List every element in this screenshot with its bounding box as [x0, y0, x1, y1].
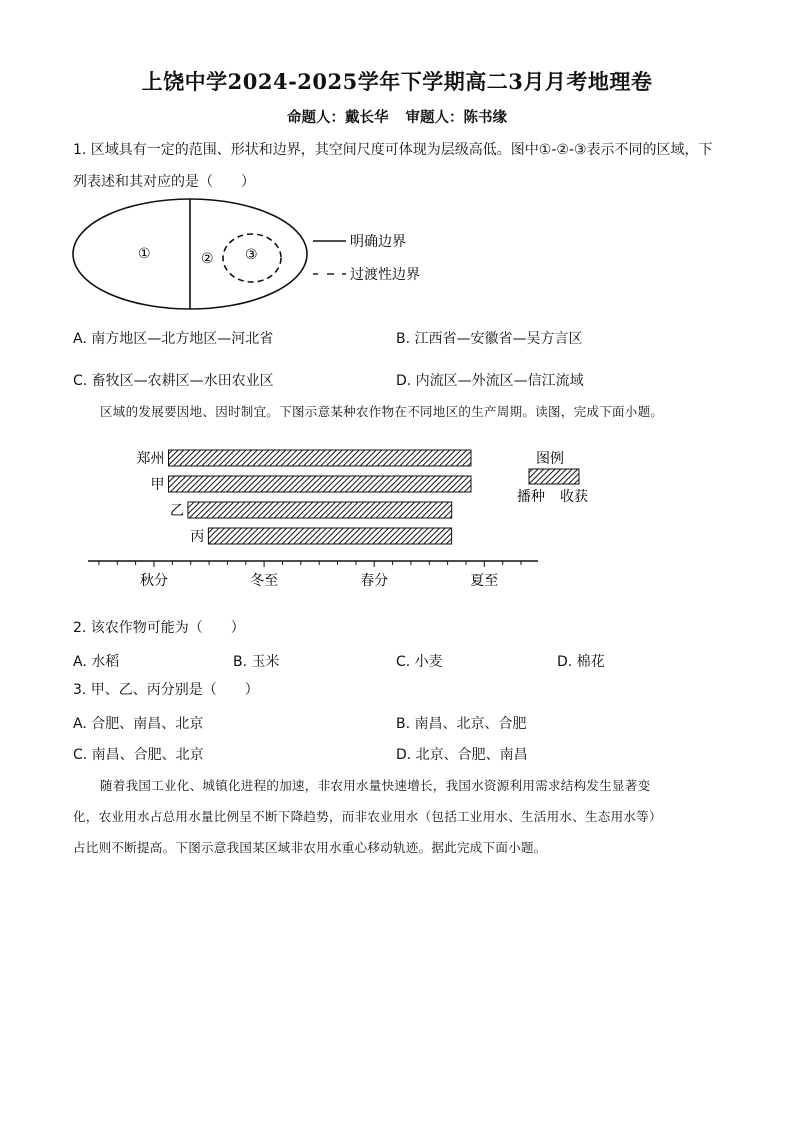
- q2-option-c: C. 小麦: [396, 654, 443, 670]
- axis-label-2: 冬至: [250, 573, 279, 589]
- q1-option-d: D. 内流区—外流区—信江流域: [396, 373, 584, 389]
- q3-option-a: A. 合肥、南昌、北京: [73, 716, 204, 732]
- q1-option-a: A. 南方地区—北方地区—河北省: [73, 331, 274, 347]
- axis-label-3: 春分: [360, 573, 389, 589]
- reviewer-name: 审题人：陈书缘: [405, 110, 508, 126]
- legend-sample-bar: [529, 469, 579, 484]
- setter-name: 命题人：戴长华: [286, 110, 389, 126]
- region-2-label: ②: [201, 251, 214, 267]
- q2-stem: 2. 该农作物可能为（ ）: [73, 620, 245, 636]
- page-title: 上饶中学2024-2025学年下学期高二3月月考地理卷: [141, 69, 653, 94]
- row-label-4: 丙: [190, 529, 205, 545]
- chart-legend: [517, 451, 588, 505]
- row-label-2: 甲: [150, 477, 165, 493]
- crop-intro-text: 区域的发展要因地、因时制宜。下图示意某种农作物在不同地区的生产周期。读图，完成下面小题。: [100, 404, 664, 419]
- q1-option-c: C. 畜牧区—农耕区—水田农业区: [73, 373, 274, 389]
- legend-solid-label: 明确边界: [350, 234, 406, 250]
- authors-line: [0, 106, 794, 127]
- row-label-3: 乙: [169, 503, 184, 519]
- region-3-label: ③: [245, 247, 258, 263]
- axis-label-1: 秋分: [140, 573, 168, 589]
- axis-label-4: 夏至: [470, 573, 499, 589]
- q3-option-c: C. 南昌、合肥、北京: [73, 747, 204, 763]
- q2-option-b: B. 玉米: [233, 654, 280, 670]
- growth-bar-1: [169, 450, 472, 466]
- region-1-label: ①: [138, 246, 151, 262]
- growth-bar-2: [169, 476, 472, 492]
- legend-harvest-label: 收获: [560, 489, 588, 505]
- water-intro-line1: 随着我国工业化、城镇化进程的加速，非农用水量快速增长，我国水资源利用需求结构发生显著变: [100, 778, 651, 793]
- crop-cycle-chart: [80, 440, 620, 592]
- q1-stem-line1: 1. 区域具有一定的范围、形状和边界，其空间尺度可体现为层级高低。图中①-②-③表示不同的区域，下: [73, 142, 713, 158]
- region-boundary-diagram: [66, 196, 466, 314]
- q3-option-b: B. 南昌、北京、合肥: [396, 716, 527, 732]
- legend-title: 图例: [536, 451, 564, 467]
- q1-option-b: B. 江西省—安徽省—吴方言区: [396, 331, 583, 347]
- q2-option-a: A. 水稻: [73, 654, 120, 670]
- q2-option-d: D. 棉花: [557, 654, 605, 670]
- growth-bar-3: [188, 502, 452, 518]
- water-intro-line2: 化，农业用水占总用水量比例呈不断下降趋势，而非农业用水（包括工业用水、生活用水、生态用水等）: [73, 809, 662, 824]
- growth-bar-4: [208, 528, 451, 544]
- q3-stem: 3. 甲、乙、丙分别是（ ）: [73, 682, 259, 698]
- q3-option-d: D. 北京、合肥、南昌: [396, 747, 528, 763]
- legend-dashed-label: 过渡性边界: [350, 267, 420, 283]
- q1-stem-line2: 列表述和其对应的是（ ）: [73, 174, 255, 190]
- water-intro-line3: 占比则不断提高。下图示意我国某区域非农用水重心移动轨迹。据此完成下面小题。: [73, 840, 547, 855]
- legend-sow-label: 播种: [517, 489, 545, 505]
- row-label-1: 郑州: [136, 451, 165, 467]
